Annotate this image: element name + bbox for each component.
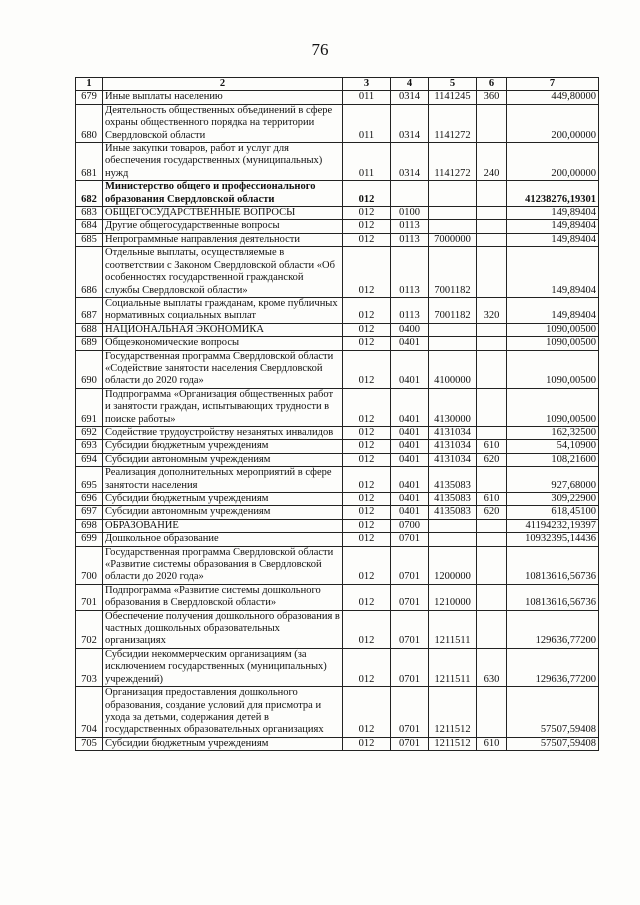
row-amount: 927,68000 <box>507 467 599 493</box>
row-amount: 149,89404 <box>507 297 599 323</box>
table-row <box>76 350 599 388</box>
row-number: 697 <box>76 506 103 519</box>
row-number: 685 <box>76 233 103 246</box>
expense-type-code <box>477 220 507 233</box>
target-code: 4131034 <box>429 453 477 466</box>
row-amount: 149,89404 <box>507 233 599 246</box>
ministry-code: 012 <box>343 323 391 336</box>
ministry-code: 012 <box>343 493 391 506</box>
target-code: 4135083 <box>429 506 477 519</box>
table-row <box>76 687 599 738</box>
table-row <box>76 207 599 220</box>
table-row <box>76 648 599 686</box>
row-amount: 108,21600 <box>507 453 599 466</box>
section-code: 0401 <box>391 506 429 519</box>
row-name: Субсидии бюджетным учреждениям <box>103 440 343 453</box>
section-code: 0401 <box>391 426 429 439</box>
row-number: 696 <box>76 493 103 506</box>
section-code: 0100 <box>391 207 429 220</box>
expense-type-code <box>477 388 507 426</box>
row-name: Субсидии бюджетным учреждениям <box>103 737 343 750</box>
ministry-code: 011 <box>343 91 391 104</box>
row-number: 698 <box>76 519 103 532</box>
section-code: 0113 <box>391 247 429 298</box>
table-row <box>76 388 599 426</box>
table-row <box>76 610 599 648</box>
row-name: Субсидии автономным учреждениям <box>103 453 343 466</box>
ministry-code: 012 <box>343 453 391 466</box>
column-header: 3 <box>343 78 391 91</box>
target-code <box>429 323 477 336</box>
table-row <box>76 297 599 323</box>
expense-type-code: 610 <box>477 493 507 506</box>
row-number: 688 <box>76 323 103 336</box>
expense-type-code: 320 <box>477 297 507 323</box>
row-name: Субсидии автономным учреждениям <box>103 506 343 519</box>
expense-type-code <box>477 467 507 493</box>
table-row <box>76 506 599 519</box>
target-code: 1141272 <box>429 143 477 181</box>
row-number: 699 <box>76 533 103 546</box>
ministry-code: 012 <box>343 610 391 648</box>
table-row <box>76 453 599 466</box>
table-row <box>76 546 599 584</box>
expense-type-code <box>477 104 507 142</box>
row-name: Реализация дополнительных мероприятий в сфере занятости населения <box>103 467 343 493</box>
section-code: 0314 <box>391 104 429 142</box>
row-number: 695 <box>76 467 103 493</box>
target-code <box>429 181 477 207</box>
row-number: 687 <box>76 297 103 323</box>
column-header: 5 <box>429 78 477 91</box>
ministry-code: 012 <box>343 426 391 439</box>
row-amount: 1090,00500 <box>507 323 599 336</box>
row-number: 689 <box>76 337 103 350</box>
expense-type-code <box>477 426 507 439</box>
target-code: 4100000 <box>429 350 477 388</box>
target-code: 4131034 <box>429 440 477 453</box>
target-code: 1141245 <box>429 91 477 104</box>
table-row <box>76 584 599 610</box>
row-amount: 57507,59408 <box>507 687 599 738</box>
row-name: Отдельные выплаты, осуществляемые в соответствии с Законом Свердловской области «Об особенностях государственной гражданской службы Свердловской области» <box>103 247 343 298</box>
ministry-code: 012 <box>343 519 391 532</box>
ministry-code: 012 <box>343 648 391 686</box>
ministry-code: 012 <box>343 181 391 207</box>
section-code: 0113 <box>391 233 429 246</box>
row-name: Непрограммные направления деятельности <box>103 233 343 246</box>
row-name: Государственная программа Свердловской области «Содействие занятости населения Свердловской области до 2020 года» <box>103 350 343 388</box>
ministry-code: 012 <box>343 207 391 220</box>
page-number: 76 <box>311 40 329 59</box>
expense-type-code: 620 <box>477 453 507 466</box>
row-name: Социальные выплаты гражданам, кроме публичных нормативных социальных выплат <box>103 297 343 323</box>
target-code: 4130000 <box>429 388 477 426</box>
table-row <box>76 493 599 506</box>
row-number: 692 <box>76 426 103 439</box>
table-row <box>76 143 599 181</box>
row-number: 683 <box>76 207 103 220</box>
ministry-code: 012 <box>343 546 391 584</box>
ministry-code: 012 <box>343 337 391 350</box>
row-number: 693 <box>76 440 103 453</box>
expense-type-code <box>477 181 507 207</box>
table-row <box>76 440 599 453</box>
table-row <box>76 220 599 233</box>
row-name: ОБРАЗОВАНИЕ <box>103 519 343 532</box>
section-code: 0400 <box>391 323 429 336</box>
section-code: 0401 <box>391 350 429 388</box>
row-amount: 149,89404 <box>507 247 599 298</box>
row-number: 691 <box>76 388 103 426</box>
target-code: 4135083 <box>429 493 477 506</box>
ministry-code: 012 <box>343 247 391 298</box>
table-row <box>76 337 599 350</box>
section-code: 0314 <box>391 143 429 181</box>
table-row <box>76 426 599 439</box>
ministry-code: 012 <box>343 233 391 246</box>
row-amount: 618,45100 <box>507 506 599 519</box>
row-name: Иные выплаты населению <box>103 91 343 104</box>
section-code: 0701 <box>391 648 429 686</box>
ministry-code: 012 <box>343 584 391 610</box>
row-name: Государственная программа Свердловской области «Развитие системы образования в Свердловской области до 2020 года» <box>103 546 343 584</box>
expense-type-code <box>477 533 507 546</box>
table-row <box>76 104 599 142</box>
row-amount: 200,00000 <box>507 143 599 181</box>
row-name: Другие общегосударственные вопросы <box>103 220 343 233</box>
section-code: 0701 <box>391 610 429 648</box>
row-amount: 10932395,14436 <box>507 533 599 546</box>
row-name: Министерство общего и профессионального образования Свердловской области <box>103 181 343 207</box>
row-number: 701 <box>76 584 103 610</box>
column-header: 4 <box>391 78 429 91</box>
ministry-code: 012 <box>343 440 391 453</box>
table-row <box>76 737 599 750</box>
section-code <box>391 181 429 207</box>
row-number: 681 <box>76 143 103 181</box>
target-code: 1211511 <box>429 648 477 686</box>
row-number: 680 <box>76 104 103 142</box>
table-row <box>76 91 599 104</box>
target-code <box>429 533 477 546</box>
row-number: 705 <box>76 737 103 750</box>
target-code <box>429 519 477 532</box>
section-code: 0701 <box>391 737 429 750</box>
expense-type-code: 630 <box>477 648 507 686</box>
expense-type-code <box>477 350 507 388</box>
row-amount: 1090,00500 <box>507 337 599 350</box>
target-code: 1210000 <box>429 584 477 610</box>
column-header: 1 <box>76 78 103 91</box>
expense-type-code: 610 <box>477 440 507 453</box>
section-code: 0701 <box>391 687 429 738</box>
expense-type-code <box>477 546 507 584</box>
row-number: 686 <box>76 247 103 298</box>
ministry-code: 012 <box>343 467 391 493</box>
target-code: 1211512 <box>429 687 477 738</box>
row-number: 694 <box>76 453 103 466</box>
section-code: 0700 <box>391 519 429 532</box>
table-row <box>76 467 599 493</box>
ministry-code: 012 <box>343 737 391 750</box>
row-amount: 41238276,19301 <box>507 181 599 207</box>
row-name: ОБЩЕГОСУДАРСТВЕННЫЕ ВОПРОСЫ <box>103 207 343 220</box>
ministry-code: 012 <box>343 350 391 388</box>
row-name: Субсидии некоммерческим организациям (за исключением государственных (муниципальных) учреждений) <box>103 648 343 686</box>
expense-type-code <box>477 323 507 336</box>
expense-type-code: 360 <box>477 91 507 104</box>
table-header-row <box>76 78 599 91</box>
section-code: 0113 <box>391 220 429 233</box>
section-code: 0401 <box>391 453 429 466</box>
column-header: 7 <box>507 78 599 91</box>
section-code: 0701 <box>391 584 429 610</box>
target-code: 1211511 <box>429 610 477 648</box>
table-row <box>76 233 599 246</box>
expense-type-code <box>477 207 507 220</box>
ministry-code: 012 <box>343 533 391 546</box>
expense-type-code <box>477 584 507 610</box>
row-amount: 449,80000 <box>507 91 599 104</box>
table-body <box>76 91 599 751</box>
target-code: 1200000 <box>429 546 477 584</box>
target-code <box>429 220 477 233</box>
target-code: 7000000 <box>429 233 477 246</box>
row-amount: 1090,00500 <box>507 350 599 388</box>
row-name: Общеэкономические вопросы <box>103 337 343 350</box>
column-header: 6 <box>477 78 507 91</box>
ministry-code: 011 <box>343 104 391 142</box>
budget-table <box>75 77 599 751</box>
row-amount: 41194232,19397 <box>507 519 599 532</box>
table-row <box>76 247 599 298</box>
row-amount: 1090,00500 <box>507 388 599 426</box>
ministry-code: 012 <box>343 687 391 738</box>
target-code: 4131034 <box>429 426 477 439</box>
section-code: 0401 <box>391 388 429 426</box>
expense-type-code <box>477 247 507 298</box>
row-number: 682 <box>76 181 103 207</box>
row-amount: 309,22900 <box>507 493 599 506</box>
target-code: 7001182 <box>429 247 477 298</box>
row-number: 679 <box>76 91 103 104</box>
target-code: 1141272 <box>429 104 477 142</box>
expense-type-code <box>477 687 507 738</box>
ministry-code: 012 <box>343 297 391 323</box>
section-code: 0701 <box>391 533 429 546</box>
ministry-code: 012 <box>343 220 391 233</box>
row-amount: 129636,77200 <box>507 610 599 648</box>
expense-type-code <box>477 233 507 246</box>
section-code: 0701 <box>391 546 429 584</box>
ministry-code: 012 <box>343 506 391 519</box>
section-code: 0401 <box>391 337 429 350</box>
row-name: Субсидии бюджетным учреждениям <box>103 493 343 506</box>
section-code: 0401 <box>391 440 429 453</box>
row-name: Дошкольное образование <box>103 533 343 546</box>
ministry-code: 012 <box>343 388 391 426</box>
row-amount: 149,89404 <box>507 207 599 220</box>
expense-type-code <box>477 519 507 532</box>
row-amount: 57507,59408 <box>507 737 599 750</box>
row-amount: 10813616,56736 <box>507 584 599 610</box>
row-name: Иные закупки товаров, работ и услуг для обеспечения государственных (муниципальных) нужд <box>103 143 343 181</box>
expense-type-code: 610 <box>477 737 507 750</box>
row-name: Содействие трудоустройству незанятых инвалидов <box>103 426 343 439</box>
section-code: 0401 <box>391 467 429 493</box>
table-row <box>76 181 599 207</box>
row-number: 702 <box>76 610 103 648</box>
target-code: 1211512 <box>429 737 477 750</box>
section-code: 0401 <box>391 493 429 506</box>
target-code: 7001182 <box>429 297 477 323</box>
expense-type-code: 620 <box>477 506 507 519</box>
row-name: Подпрограмма «Организация общественных работ и занятости граждан, испытывающих трудности в поиске работы» <box>103 388 343 426</box>
table-row <box>76 519 599 532</box>
row-name: Организация предоставления дошкольного образования, создание условий для присмотра и ухода за детьми, содержания детей в государственных образовательных организациях <box>103 687 343 738</box>
target-code <box>429 337 477 350</box>
expense-type-code: 240 <box>477 143 507 181</box>
row-number: 703 <box>76 648 103 686</box>
row-name: НАЦИОНАЛЬНАЯ ЭКОНОМИКА <box>103 323 343 336</box>
section-code: 0314 <box>391 91 429 104</box>
expense-type-code <box>477 610 507 648</box>
table-row <box>76 533 599 546</box>
row-name: Обеспечение получения дошкольного образования в частных дошкольных образовательных организациях <box>103 610 343 648</box>
row-amount: 10813616,56736 <box>507 546 599 584</box>
section-code: 0113 <box>391 297 429 323</box>
row-amount: 162,32500 <box>507 426 599 439</box>
row-amount: 54,10900 <box>507 440 599 453</box>
row-amount: 129636,77200 <box>507 648 599 686</box>
expense-type-code <box>477 337 507 350</box>
column-header: 2 <box>103 78 343 91</box>
row-number: 700 <box>76 546 103 584</box>
target-code: 4135083 <box>429 467 477 493</box>
row-amount: 200,00000 <box>507 104 599 142</box>
row-name: Деятельность общественных объединений в сфере охраны общественного порядка на территории Свердловской области <box>103 104 343 142</box>
row-name: Подпрограмма «Развитие системы дошкольного образования в Свердловской области» <box>103 584 343 610</box>
row-number: 704 <box>76 687 103 738</box>
ministry-code: 011 <box>343 143 391 181</box>
table-row <box>76 323 599 336</box>
row-number: 690 <box>76 350 103 388</box>
row-number: 684 <box>76 220 103 233</box>
row-amount: 149,89404 <box>507 220 599 233</box>
target-code <box>429 207 477 220</box>
